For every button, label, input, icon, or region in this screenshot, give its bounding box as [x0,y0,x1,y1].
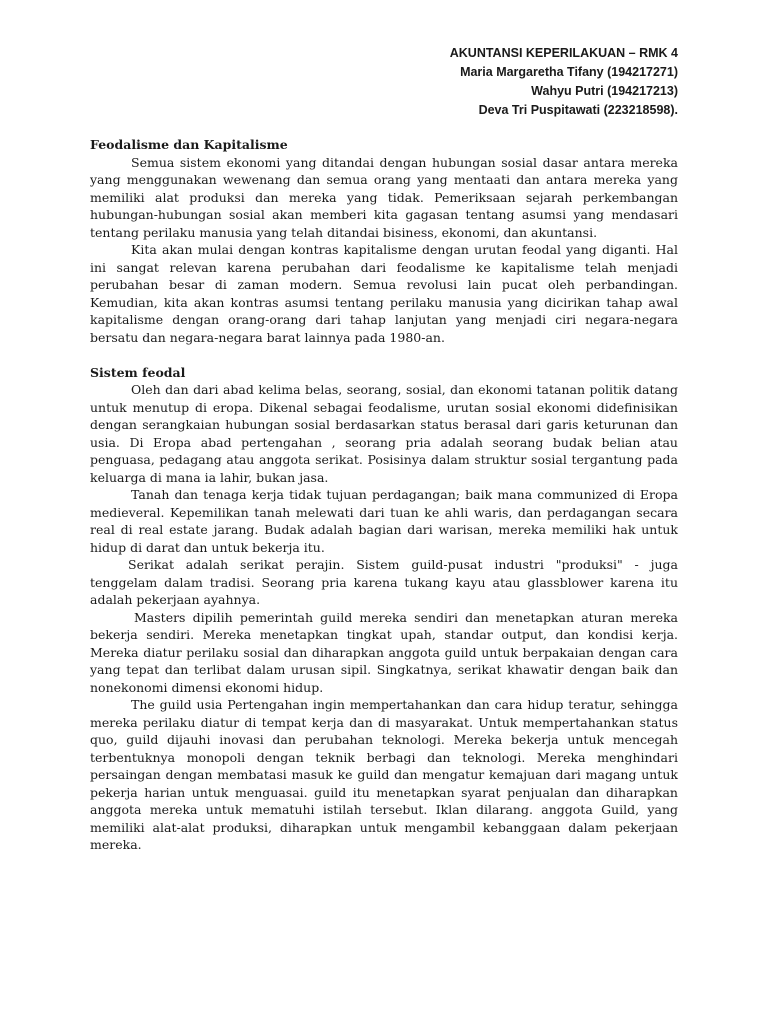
paragraph: The guild usia Pertengahan ingin mempertahankan dan cara hidup teratur, sehingga mereka perilaku diatur di tempat kerja dan di masyarakat. Untuk mempertahankan status quo, guild dijauhi inovasi dan perubahan teknologi. Mereka bekerja untuk mencegah terbentuknya monopoli dengan teknik berbagi dan teknologi. Mereka menghindari persaingan dengan membatasi masuk ke guild dan mengatur kemajuan dari magang untuk pekerja harian untuk menguasai. guild itu menetapkan syarat penjualan dan diharapkan anggota mereka untuk mematuhi istilah tersebut. Iklan dilarang. anggota Guild, yang memiliki alat-alat produksi, diharapkan untuk mengambil kebanggaan dalam pekerjaan mereka. [90,697,678,852]
author-3: Deva Tri Puspitawati (223218598). [478,103,678,117]
author-1: Maria Margaretha Tifany (194217271) [460,65,678,79]
paragraph: Tanah dan tenaga kerja tidak tujuan perdagangan; baik mana communized di Eropa medieveral. Kepemilikan tanah melewati dari tuan ke ahli waris, dan perdagangan secara real di real estate jarang. Budak adalah bagian dari warisan, mereka memiliki hak untuk hidup di darat dan untuk bekerja itu. [90,487,678,555]
course-title: AKUNTANSI KEPERILAKUAN – RMK 4 [449,46,678,60]
paragraph: Semua sistem ekonomi yang ditandai dengan hubungan sosial dasar antara mereka yang menggunakan wewenang dan semua orang yang mentaati dan antara mereka yang memiliki alat produksi dan mereka yang tidak. Pemeriksaan sejarah perkembangan hubungan-hubungan sosial akan memberi kita gagasan tentang asumsi yang mendasari tentang perilaku manusia yang telah ditandai bisiness, ekonomi, dan akuntansi. [90,154,678,240]
section-heading: Feodalisme dan Kapitalisme [90,137,288,152]
paragraph: Masters dipilih pemerintah guild mereka sendiri dan menetapkan aturan mereka bekerja sendiri. Mereka menetapkan tingkat upah, standar output, dan kondisi kerja. Mereka diatur perilaku sosial dan diharapkan anggota guild untuk berpakaian dengan cara yang tepat dan terlibat dalam urusan sipil. Singkatnya, serikat khawatir dengan baik dan nonekonomi dimensi ekonomi hidup. [90,609,678,695]
section-sistem-feodal [90,364,678,854]
paragraph: Oleh dan dari abad kelima belas, seorang, sosial, dan ekonomi tatanan politik datang untuk menutup di eropa. Dikenal sebagai feodalisme, urutan sosial ekonomi didefinisikan dengan serangkaian hubungan sosial berdasarkan status berasal dari garis keturunan dan usia. Di Eropa abad pertengahan , seorang pria adalah seorang budak belian atau penguasa, pedagang atau anggota serikat. Posisinya dalam struktur sosial tergantung pada keluarga di mana ia lahir, bukan jasa. [90,382,678,485]
author-2: Wahyu Putri (194217213) [531,84,678,98]
section-heading: Sistem feodal [90,364,186,380]
paragraph: Serikat adalah serikat perajin. Sistem guild-pusat industri "produksi" - juga tenggelam dalam tradisi. Seorang pria karena tukang kayu atau glassblower karena itu adalah pekerjaan ayahnya. [90,557,678,607]
section-feodalisme-kapitalisme [90,136,678,346]
document-body [90,136,678,854]
document-header [450,44,678,120]
paragraph: Kita akan mulai dengan kontras kapitalisme dengan urutan feodal yang diganti. Hal ini sangat relevan karena perubahan dari feodalisme ke kapitalisme telah menjadi perubahan besar di zaman modern. Semua revolusi lain pucat oleh perbandingan. Kemudian, kita akan kontras asumsi tentang perilaku manusia yang dicirikan tahap awal kapitalisme dengan orang-orang dari tahap lanjutan yang menjadi ciri negara-negara bersatu dan negara-negara barat lainnya pada 1980-an. [90,242,678,345]
